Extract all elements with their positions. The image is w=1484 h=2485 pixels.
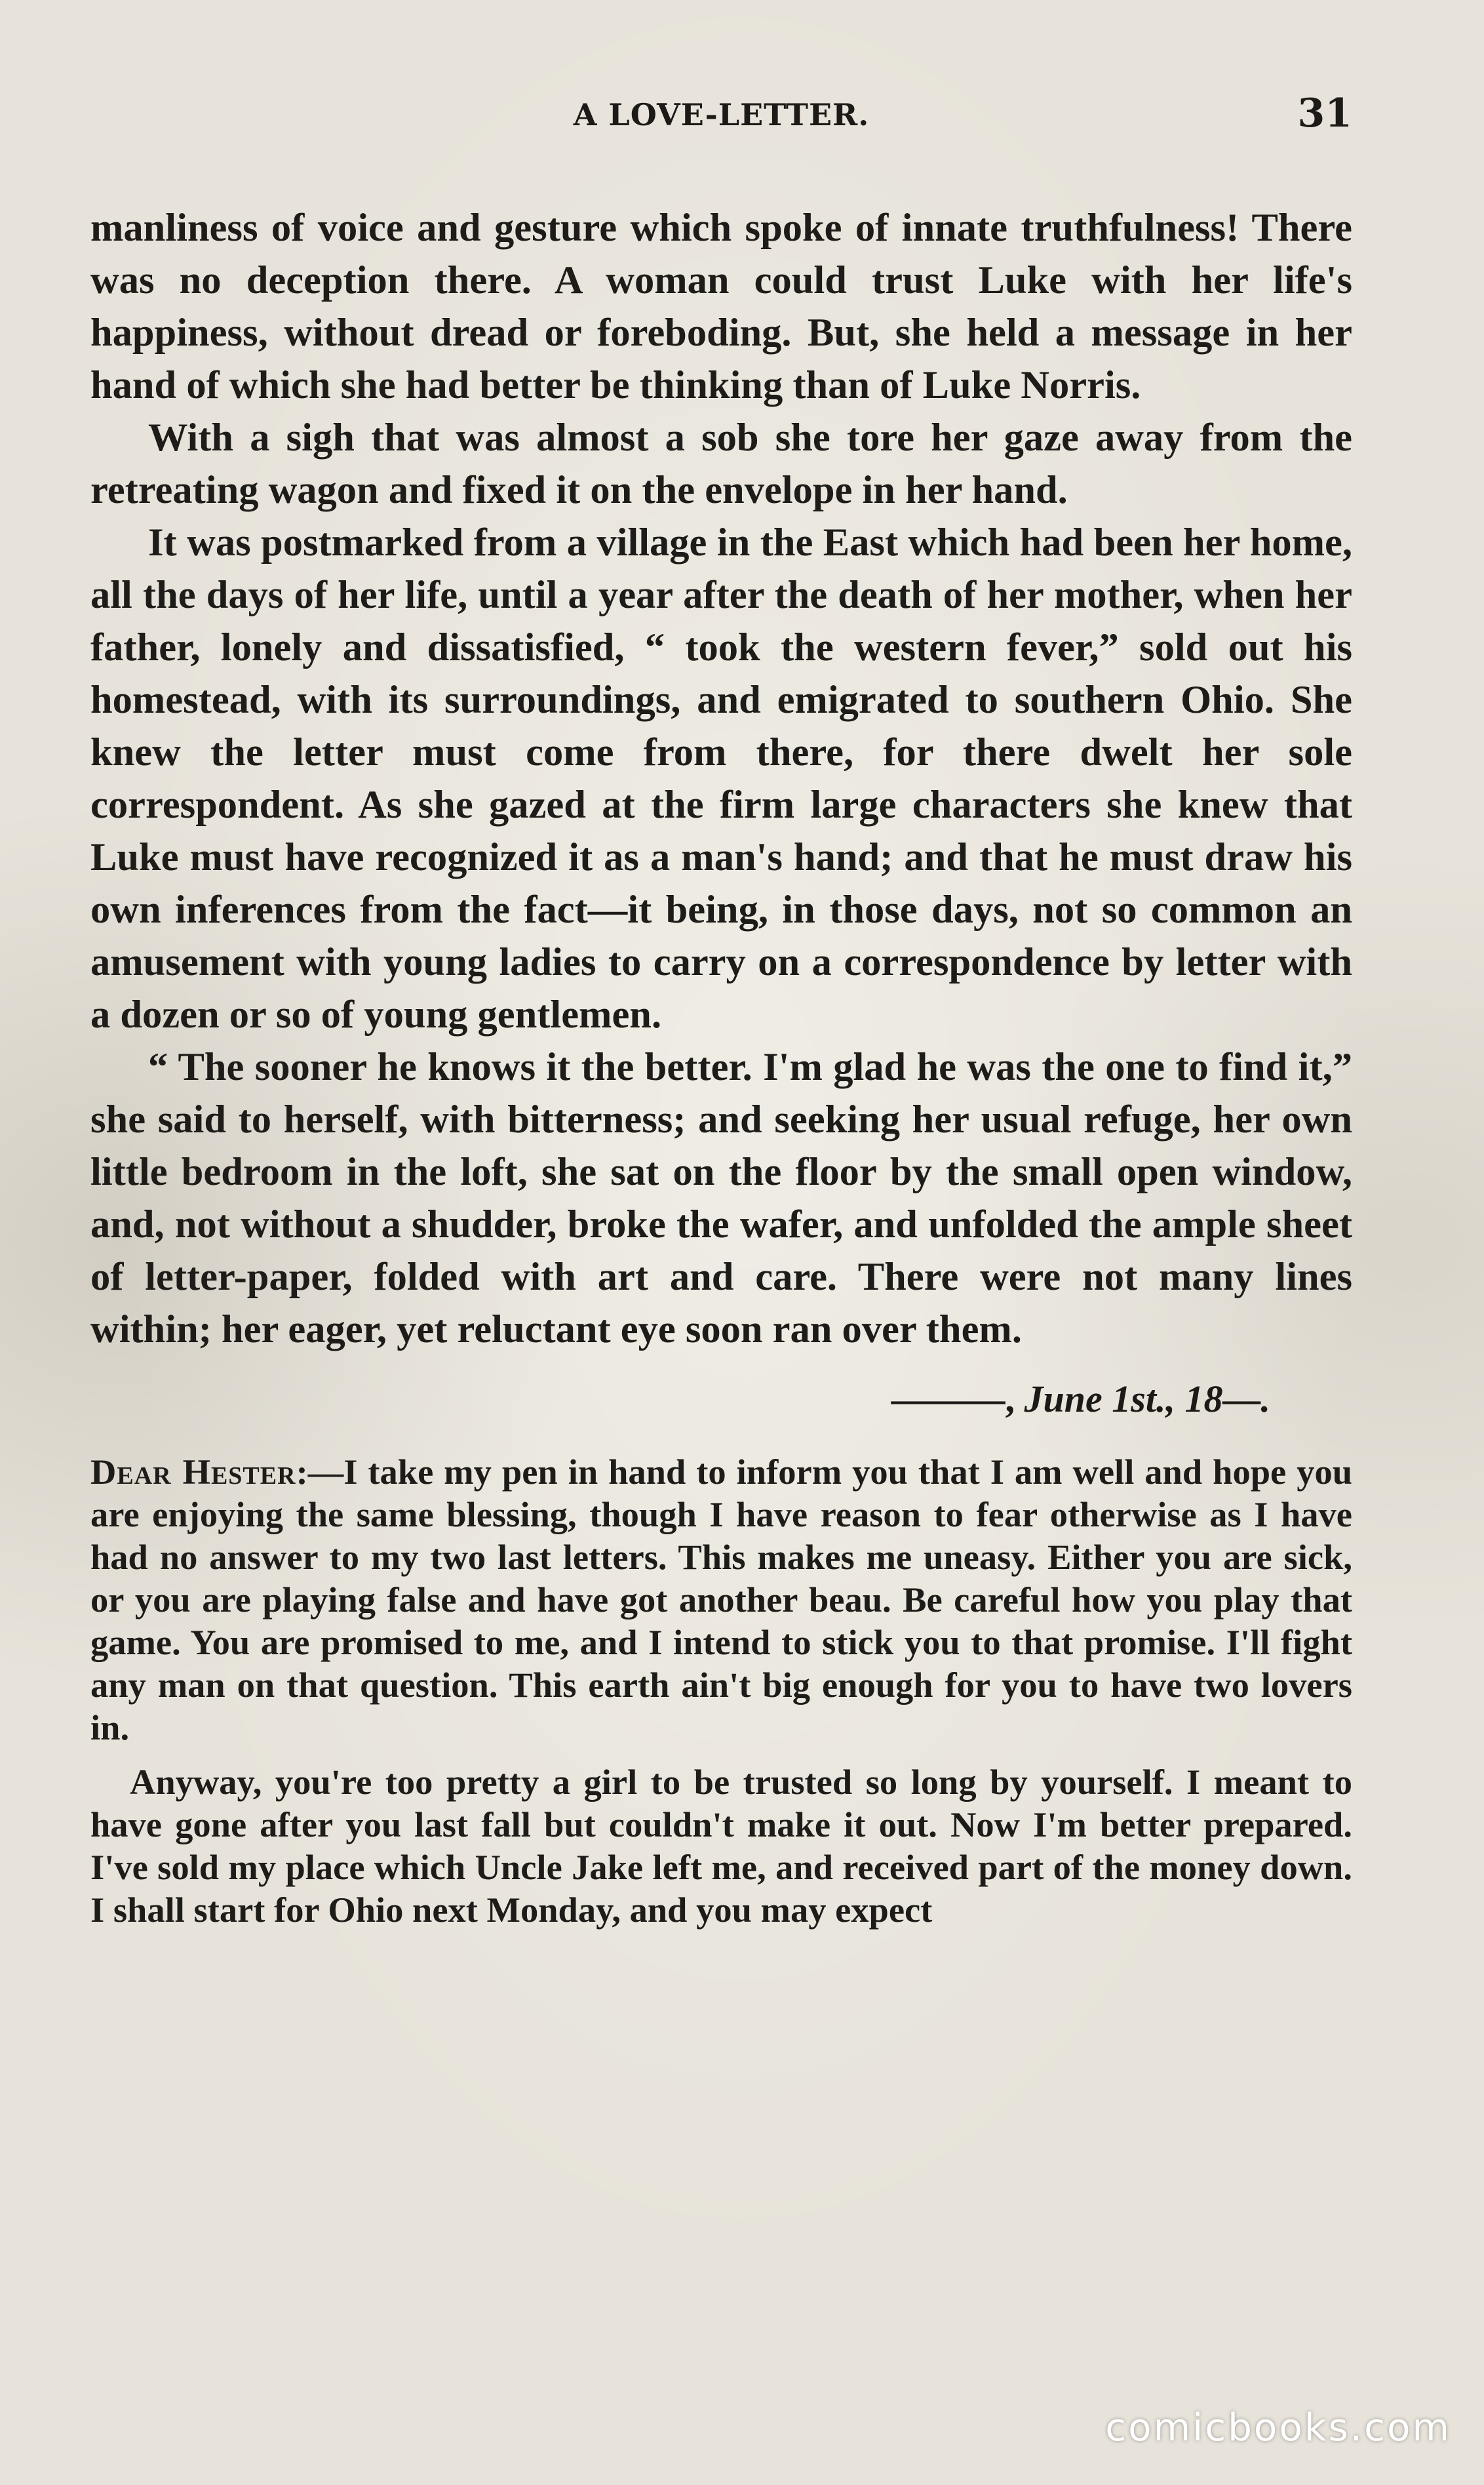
page-number: 31 (1297, 90, 1352, 136)
paragraph: “ The sooner he knows it the better. I'm glad he was the one to find it,” she said to herself, with bitterness; and seeking her usual refuge, her own little bedroom in the loft, she sat on the floor by the small open window, and, not without a shudder, broke the wafer, and unfolded the ample sheet of letter-paper, folded with art and care. There were not many lines within; her eager, yet reluctant eye soon ran over them. (90, 1045, 1352, 1351)
letter-paragraph (90, 1450, 1352, 1749)
body-text (90, 202, 1352, 1356)
letter-body (90, 1450, 1352, 1931)
running-title: A LOVE-LETTER. (573, 97, 870, 132)
running-head (90, 85, 1352, 151)
letter-paragraph: Anyway, you're too pretty a girl to be trusted so long by yourself. I meant to have gone after you last fall but couldn't make it out. Now I'm better prepared. I've sold my place which Uncle Jake left me, and received part of the money down. I shall start for Ohio next Monday, and you may expect (90, 1762, 1352, 1930)
paragraph: manliness of voice and gesture which spoke of innate truthfulness! There was no deception there. A woman could trust Luke with her life's happiness, without dread or foreboding. But, she held a message in her hand of which she had better be thinking than of Luke Norris. (90, 206, 1352, 407)
watermark-logo: comicbooks.com (1105, 2405, 1451, 2450)
letter-date (90, 1368, 1270, 1431)
book-page (90, 85, 1352, 2419)
letter-date-dash: ———, (891, 1378, 1015, 1420)
letter-date-text: June 1st., 18—. (1024, 1378, 1270, 1420)
paragraph: It was postmarked from a village in the East which had been her home, all the days of her life, until a year after the death of her mother, when her father, lonely and dissatisfied, “ took the western fever,” sold out his homestead, with its surroundings, and emigrated to southern Ohio. She knew the letter must come from there, for there dwelt her sole correspondent. As she gazed at the firm large characters she knew that Luke must have recognized it as a man's hand; and that he must draw his own inferences from the fact—it being, in those days, not so common an amusement with young ladies to carry on a correspondence by letter with a dozen or so of young gentlemen. (90, 521, 1352, 1037)
letter-salutation: Dear Hester (90, 1452, 296, 1492)
paragraph: With a sigh that was almost a sob she tore her gaze away from the retreating wagon and fixed it on the envelope in her hand. (90, 416, 1352, 512)
letter-paragraph-text: :—I take my pen in hand to inform you that I am well and hope you are enjoying the same blessing, though I have reason to fear otherwise as I have had no answer to my two last letters. This makes me uneasy. Either you are sick, or you are playing false and have got another beau. Be careful how you play that game. You are promised to me, and I intend to stick you to that promise. I'll fight any man on that question. This earth ain't big enough for you to have two lovers in. (90, 1452, 1352, 1747)
